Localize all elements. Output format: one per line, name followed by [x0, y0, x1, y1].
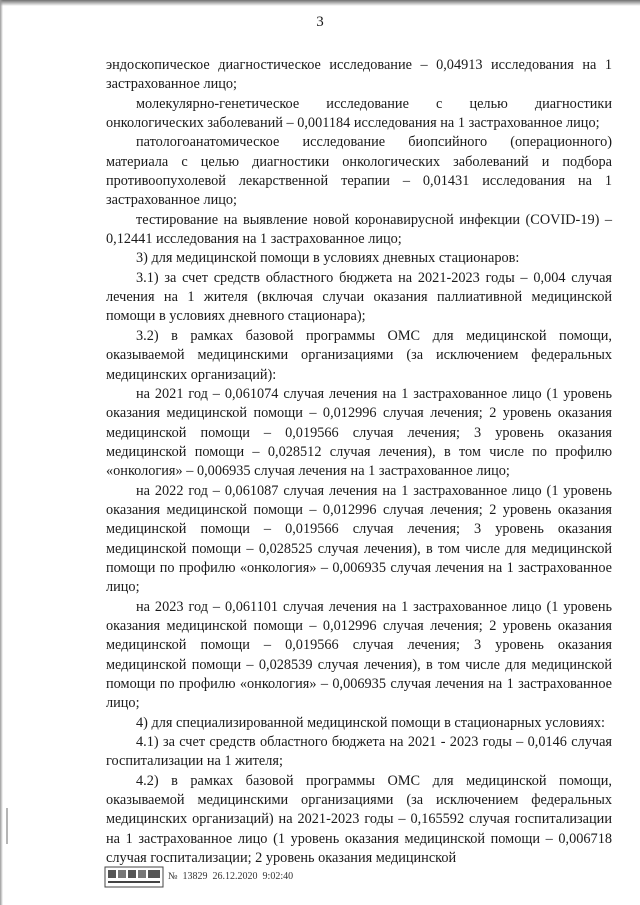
paragraph-3-2: 3.2) в рамках базовой программы ОМС для медицинской помощи, оказываемой медицинскими организациями (за исключением федеральных медицинских организаций): — [106, 327, 612, 383]
registration-date: 26.12.2020 — [212, 871, 258, 882]
paragraph-year-2023: на 2023 год – 0,061101 случая лечения на 1 застрахованное лицо (1 уровень оказания медицинской помощи – 0,012996 случая лечения; 2 уровень оказания медицинской помощи – 0,019566 случая лечения; 3 уровень оказания медицинской помощи – 0,028539 случая лечения), в том числе для медицинской помощи по профилю «онкология» – 0,006935 случая лечения на 1 застрахованное лицо; — [106, 598, 612, 712]
paragraph-year-2021: на 2021 год – 0,061074 случая лечения на 1 застрахованное лицо (1 уровень оказания медицинской помощи – 0,012996 случая лечения; 2 уровень оказания медицинской помощи – 0,019566 случая лечения; 3 уровень оказания медицинской помощи – 0,028512 случая лечения), в том числе по профилю «онкология» – 0,006935 случая лечения на 1 застрахованное лицо; — [106, 385, 612, 480]
paragraph-endoscopic: эндоскопическое диагностическое исследование – 0,04913 исследования на 1 застрахованное лицо; — [106, 57, 612, 93]
paragraph-3-1: 3.1) за счет средств областного бюджета на 2021-2023 годы – 0,004 случая лечения на 1 жителя (включая случаи оказания паллиативной медицинской помощи в условиях дневного стационара); — [106, 269, 612, 325]
registration-number: 13829 — [182, 871, 208, 882]
scan-margin-mark — [6, 808, 8, 844]
document-body — [106, 56, 612, 868]
paragraph-4-1: 4.1) за счет средств областного бюджета на 2021 - 2023 годы – 0,0146 случая госпитализации на 1 жителя; — [106, 734, 612, 770]
paragraph-inpatient-heading: 4) для специализированной медицинской помощи в стационарных условиях: — [136, 714, 605, 731]
paragraph-4-2: 4.2) в рамках базовой программы ОМС для медицинской помощи, оказываемой медицинскими организациями (за исключением федеральных медицинских организаций) на 2021-2023 годы – 0,165592 случая госпитализации на 1 застрахованное лицо (1 уровень оказания медицинской помощи – 0,006718 случая госпитализации; 2 уровень оказания медицинской — [106, 772, 612, 867]
paragraph-pathology: патологоанатомическое исследование биопсийного (операционного) материала с целью диагностики онкологических заболеваний и подбора противоопухолевой лекарственной терапии – 0,01431 исследования на 1 застрахованное лицо; — [106, 134, 612, 209]
registry-stamp-icon — [104, 866, 164, 888]
paragraph-day-hospital-heading: 3) для медицинской помощи в условиях дневных стационаров: — [136, 250, 520, 267]
paragraph-molecular-genetic: молекулярно-генетическое исследование с целью диагностики онкологических заболеваний – 0,001184 исследования на 1 застрахованное лицо; — [106, 95, 612, 132]
paragraph-covid-testing: тестирование на выявление новой коронавирусной инфекции (COVID-19) – 0,12441 исследования на 1 застрахованное лицо; — [106, 211, 612, 248]
paragraph-year-2022: на 2022 год – 0,061087 случая лечения на 1 застрахованное лицо (1 уровень оказания медицинской помощи – 0,012996 случая лечения; 2 уровень оказания медицинской помощи – 0,019566 случая лечения; 3 уровень оказания медицинской помощи – 0,028525 случая лечения), в том числе для медицинской помощи по профилю «онкология» – 0,006935 случая лечения на 1 застрахованное лицо; — [106, 482, 612, 596]
number-sign: № — [168, 871, 178, 882]
registration-time: 9:02:40 — [262, 871, 294, 882]
page-number: 3 — [316, 14, 324, 30]
scan-left-edge — [0, 0, 3, 905]
registration-info — [168, 871, 298, 882]
scan-top-edge — [0, 0, 640, 6]
